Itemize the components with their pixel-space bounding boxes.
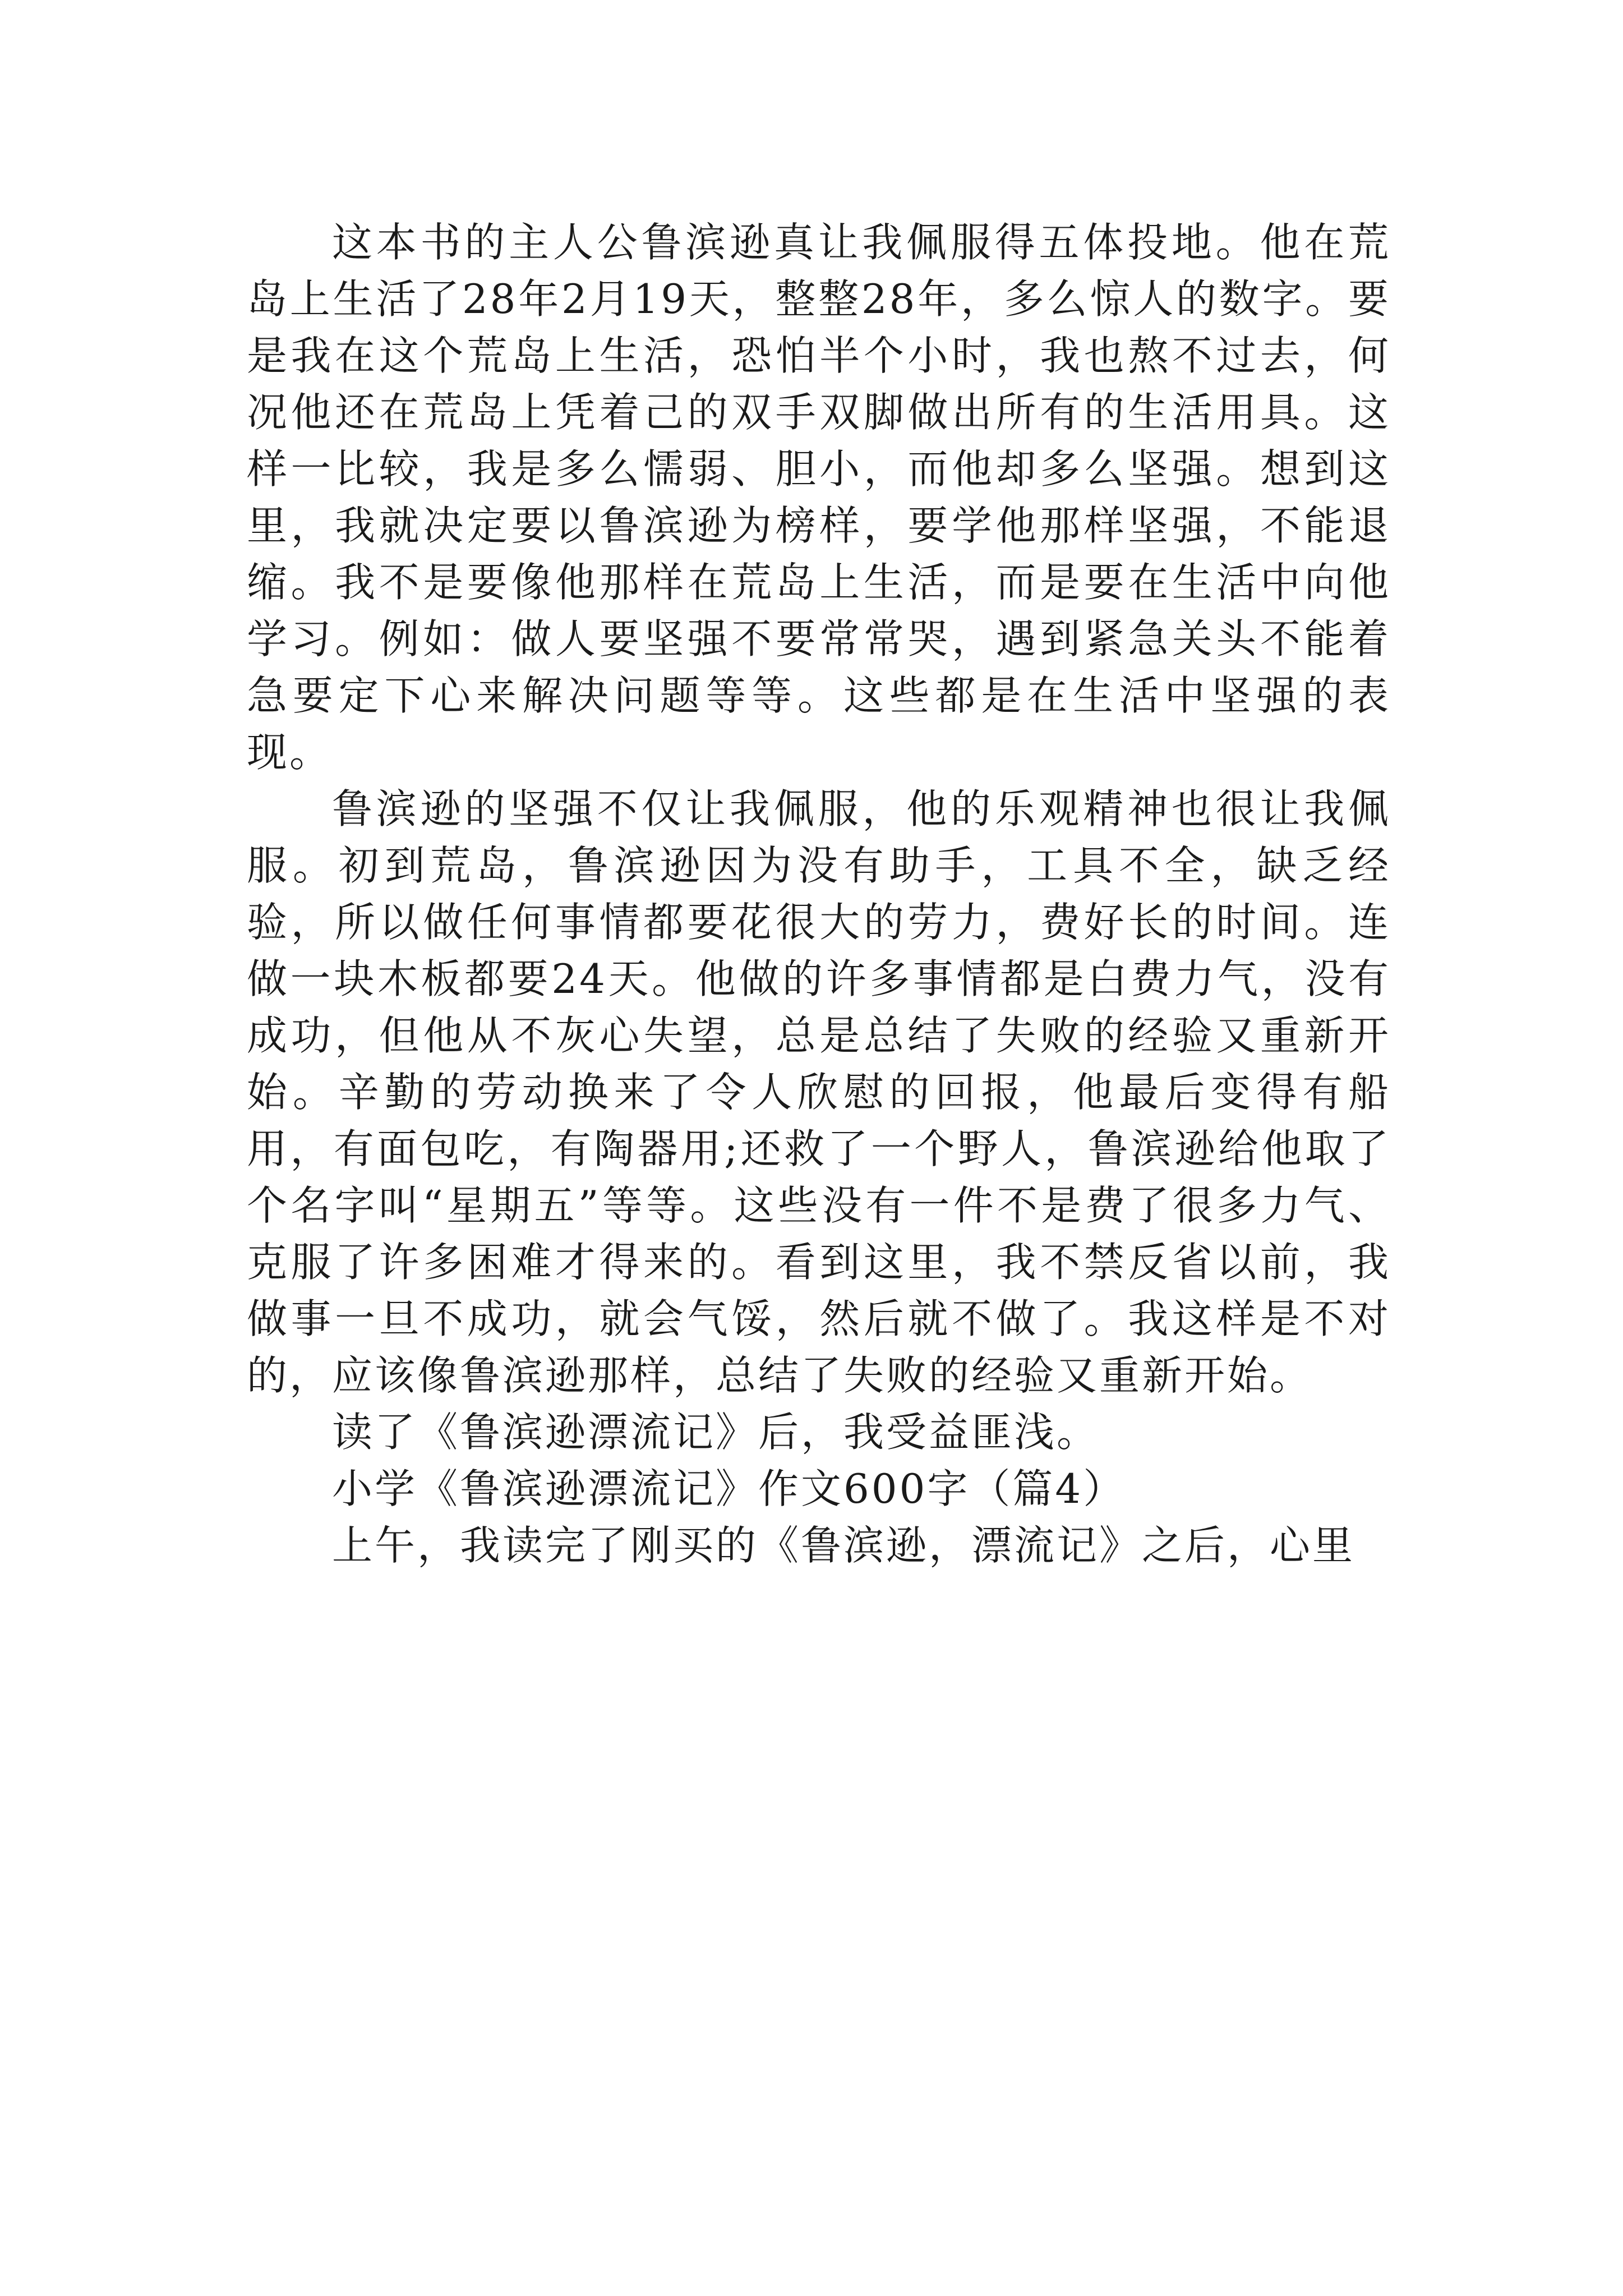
paragraph-robinson-optimism: 鲁滨逊的坚强不仅让我佩服，他的乐观精神也很让我佩服。初到荒岛，鲁滨逊因为没有助手，工具不全，缺乏经验，所以做任何事情都要花很大的劳力，费好长的时间。连做一块木板都要24天。他做的许多事情都是白费力气，没有成功，但他从不灰心失望，总是总结了失败的经验又重新开始。辛勤的劳动换来了令人欣慰的回报，他最后变得有船用，有面包吃，有陶器用;还救了一个野人，鲁滨逊给他取了个名字叫“星期五”等等。这些没有一件不是费了很多力气、克服了许多困难才得来的。看到这里，我不禁反省以前，我做事一旦不成功，就会气馁，然后就不做了。我这样是不对的，应该像鲁滨逊那样，总结了失败的经验又重新开始。 — [247, 785, 1391, 1399]
paragraph-conclusion: 读了《鲁滨逊漂流记》后，我受益匪浅。 — [332, 1409, 1100, 1456]
paragraph-next-essay-start: 上午，我读完了刚买的《鲁滨逊，漂流记》之后，心里 — [332, 1522, 1355, 1569]
paragraph-robinson-strength: 这本书的主人公鲁滨逊真让我佩服得五体投地。他在荒岛上生活了28年2月19天，整整28年，多么惊人的数字。要是我在这个荒岛上生活，恐怕半个小时，我也熬不过去，何况他还在荒岛上凭着己的双手双脚做出所有的生活用具。这样一比较，我是多么懦弱、胆小，而他却多么坚强。想到这里，我就决定要以鲁滨逊为榜样，要学他那样坚强，不能退缩。我不是要像他那样在荒岛上生活，而是要在生活中向他学习。例如：做人要坚强不要常常哭，遇到紧急关头不能着急要定下心来解决问题等等。这些都是在生活中坚强的表现。 — [247, 219, 1391, 776]
document-body — [247, 214, 1391, 1574]
essay-heading: 小学《鲁滨逊漂流记》作文600字（篇4） — [332, 1465, 1126, 1512]
